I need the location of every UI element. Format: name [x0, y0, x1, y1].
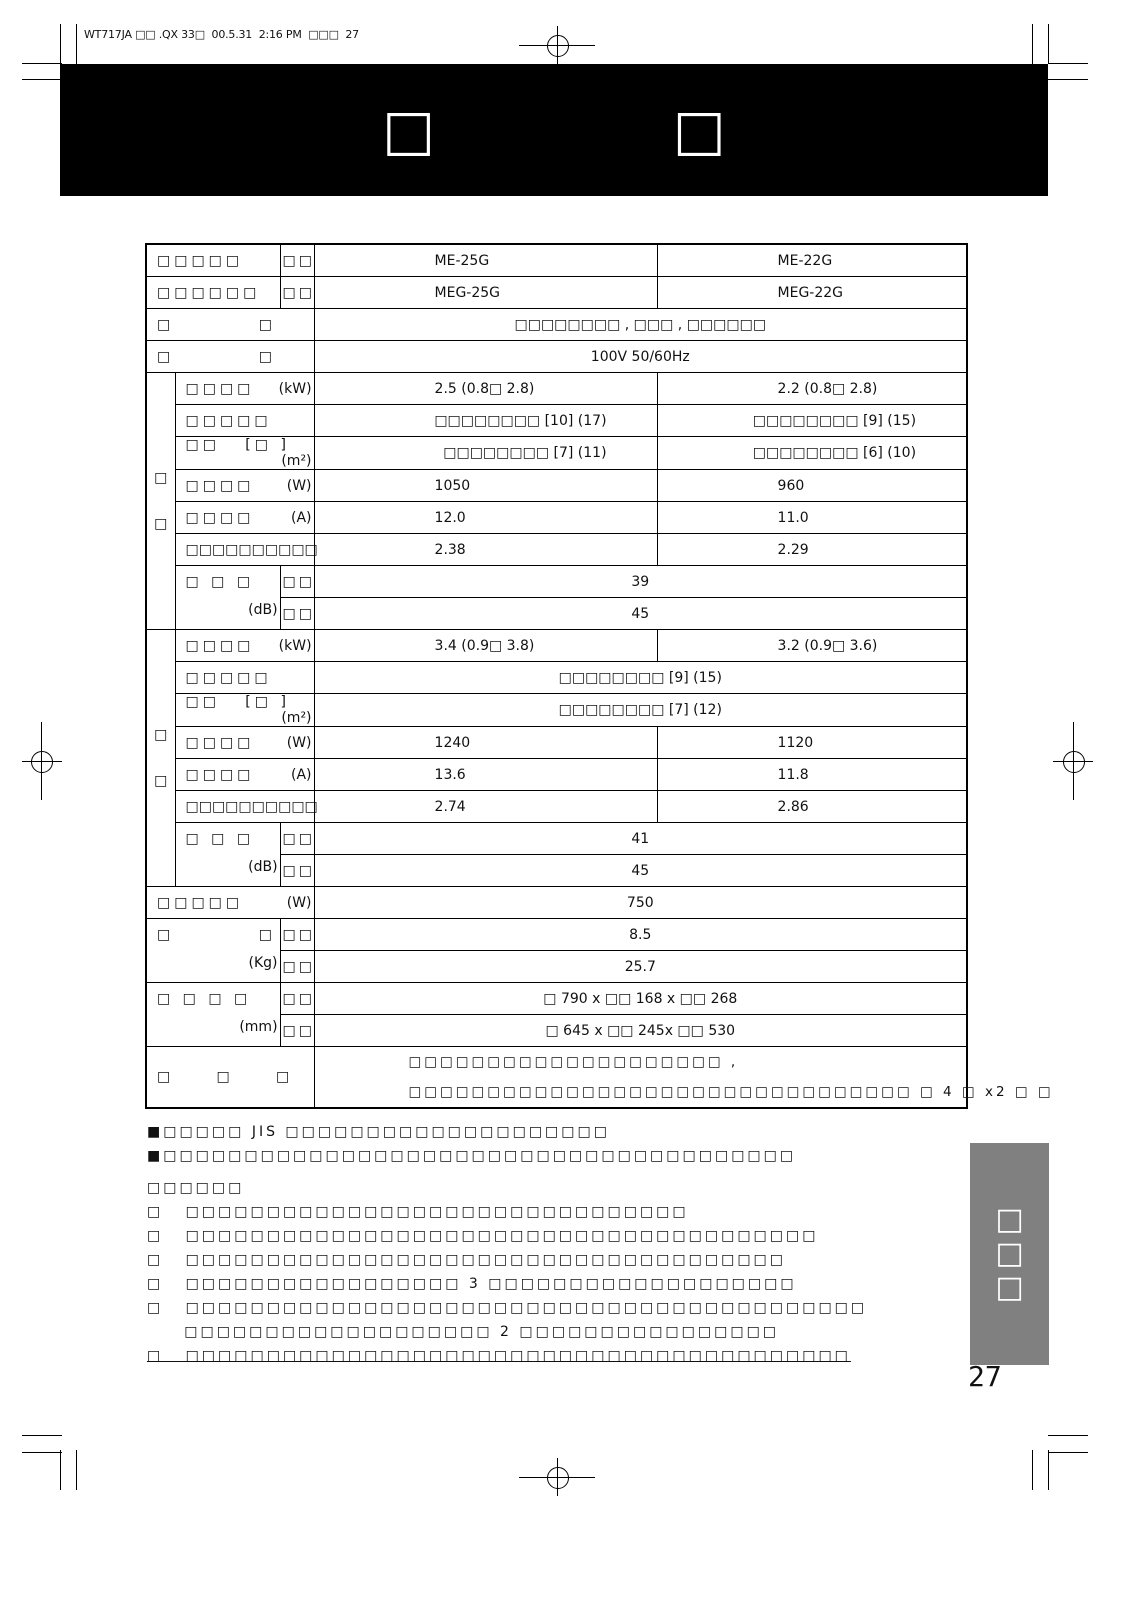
cell-text: □□□□□□□□□□□□□□□□□□□□ , — [408, 1054, 739, 1070]
table-cell: □□ — [280, 598, 314, 630]
cell-text: □□□□ — [185, 509, 255, 526]
table-cell: ME-22G — [657, 244, 967, 277]
cell-text: (A) — [291, 766, 312, 783]
table-cell: 1050 — [314, 470, 657, 502]
table-row — [146, 919, 967, 951]
table-cell: MEG-22G — [657, 277, 967, 309]
cell-text: □□ [□ ] — [185, 694, 290, 710]
cell-text: (Kg) — [248, 955, 278, 971]
table-cell: □□ — [280, 855, 314, 887]
table-cell: ME-25G — [314, 244, 657, 277]
table-cell: □□□□□□□□ [10] (17) — [314, 405, 657, 437]
table-cell: □ □ — [146, 309, 314, 341]
table-cell: □□ — [280, 919, 314, 951]
table-cell: □ 645 x □□ 245x □□ 530 — [314, 1015, 967, 1047]
cell-text: □ □ — [157, 927, 276, 943]
table-cell — [175, 502, 314, 534]
table-cell: □□□□□□□□ , □□□ , □□□□□□ — [314, 309, 967, 341]
page-title: □ □ — [382, 97, 836, 163]
table-row — [146, 887, 967, 919]
cell-text: (W) — [286, 477, 312, 494]
table-cell: □□□□□□□□ [7] (12) — [314, 694, 967, 727]
page-number: 27 — [968, 1360, 1002, 1393]
table-cell: □□ — [280, 983, 314, 1015]
table-cell: 1120 — [657, 727, 967, 759]
spec-table — [145, 243, 1054, 1109]
cell-text: □□ [□ ] — [185, 437, 290, 453]
table-cell: 12.0 — [314, 502, 657, 534]
table-cell — [175, 727, 314, 759]
table-cell: □□□□□□□□ [9] (15) — [657, 405, 967, 437]
note-item: □ □□□□□□□□□□□□□□□□□□□□□□□□□□□□□□□□□□□□□□□□□ — [147, 1348, 851, 1364]
cell-text: (kW) — [278, 380, 312, 397]
table-cell: 45 — [314, 855, 967, 887]
table-cell: 2.2 (0.8□ 2.8) — [657, 373, 967, 405]
table-cell — [175, 437, 314, 470]
table-cell — [175, 759, 314, 791]
table-row — [146, 309, 967, 341]
table-row — [146, 759, 967, 791]
table-cell — [175, 630, 314, 662]
table-cell: 2.5 (0.8□ 2.8) — [314, 373, 657, 405]
cell-text: (dB) — [248, 859, 278, 875]
note-bullet-1: ■□□□□□ JIS □□□□□□□□□□□□□□□□□□□□ — [147, 1124, 610, 1140]
cell-text: □□□□□□□□□□□□□□□□□□□□□□□□□□□□□□□□ □ 4 □ x2 □ □ — [408, 1084, 1054, 1100]
table-cell — [175, 470, 314, 502]
table-row — [146, 534, 967, 566]
table-cell: 11.0 — [657, 502, 967, 534]
table-cell — [175, 566, 280, 630]
cell-text: (W) — [286, 734, 312, 751]
table-row — [146, 244, 967, 277]
cell-text: □□□□□ — [185, 412, 272, 429]
table-cell: 750 — [314, 887, 967, 919]
table-row — [146, 341, 967, 373]
table-row — [146, 566, 967, 598]
table-cell: 960 — [657, 470, 967, 502]
table-cell — [175, 373, 314, 405]
table-row — [146, 1047, 967, 1109]
table-row — [146, 437, 967, 470]
cell-text: (A) — [291, 509, 312, 526]
table-cell — [175, 823, 280, 887]
cell-text: □ □ □ — [185, 831, 255, 847]
table-cell: 2.38 — [314, 534, 657, 566]
table-cell: MEG-25G — [314, 277, 657, 309]
table-cell — [146, 983, 280, 1047]
cell-text: □□□□ — [185, 734, 255, 751]
table-cell — [175, 662, 314, 694]
section-side-tab: □ □ □ — [970, 1143, 1049, 1365]
page-title-banner — [60, 64, 1048, 196]
table-cell: 1240 — [314, 727, 657, 759]
table-cell: □□ — [280, 823, 314, 855]
table-row — [146, 727, 967, 759]
table-cell: 13.6 — [314, 759, 657, 791]
table-cell: 8.5 — [314, 919, 967, 951]
table-cell: 41 — [314, 823, 967, 855]
note-bullet-2: ■□□□□□□□□□□□□□□□□□□□□□□□□□□□□□□□□□□□□□□□ — [147, 1148, 797, 1164]
table-row — [146, 277, 967, 309]
cell-text: □ □ □ □ — [157, 991, 252, 1007]
table-cell: □□□□□□□□ [7] (11) — [314, 437, 657, 470]
cell-text: (W) — [286, 894, 312, 911]
table-row — [146, 791, 967, 823]
table-cell — [314, 1047, 1054, 1109]
cell-text: (m²) — [281, 710, 312, 726]
table-cell — [175, 694, 314, 727]
table-cell — [175, 791, 318, 823]
cell-text: (m²) — [281, 453, 312, 469]
table-cell: □□ — [280, 951, 314, 983]
table-cell: 45 — [314, 598, 967, 630]
table-row — [146, 823, 967, 855]
table-cell: 11.8 — [657, 759, 967, 791]
table-row — [146, 694, 967, 727]
notes-heading: □□□□□□ — [147, 1180, 245, 1196]
table-cell: 3.4 (0.9□ 3.8) — [314, 630, 657, 662]
table-row — [146, 630, 967, 662]
cell-text: □□□□ — [185, 380, 255, 397]
table-row — [146, 470, 967, 502]
table-cell: □ □ □ — [146, 1047, 314, 1109]
table-cell: 39 — [314, 566, 967, 598]
cell-text: □□□□□ — [157, 894, 244, 911]
note-item: □□□□□□□□□□□□□□□□□□□ 2 □□□□□□□□□□□□□□□□ — [147, 1324, 780, 1340]
cell-text: (dB) — [248, 602, 278, 618]
cell-text: □□□□ — [185, 766, 255, 783]
note-item: □ □□□□□□□□□□□□□□□□□ 3 □□□□□□□□□□□□□□□□□□□ — [147, 1276, 797, 1292]
cell-text: (mm) — [239, 1019, 278, 1035]
table-cell: □ 790 x □□ 168 x □□ 268 — [314, 983, 967, 1015]
cell-text: □□□□□□□□□□ — [185, 798, 318, 815]
table-row — [146, 662, 967, 694]
table-row — [146, 373, 967, 405]
print-slug: WT717JA □□ .QX 33□ 00.5.31 2:16 PM □□□ 27 — [84, 28, 359, 41]
table-cell: 25.7 — [314, 951, 967, 983]
cell-text: □ □ □ — [185, 574, 255, 590]
cell-text: □□□□ — [185, 477, 255, 494]
table-cell: □□ — [280, 277, 314, 309]
heating-side-label: □ □ — [146, 630, 175, 887]
note-item: □ □□□□□□□□□□□□□□□□□□□□□□□□□□□□□□□ — [147, 1204, 689, 1220]
table-cell — [146, 887, 314, 919]
note-item: □ □□□□□□□□□□□□□□□□□□□□□□□□□□□□□□□□□□□□□□□□□□ — [147, 1300, 868, 1316]
table-cell: □□ — [280, 566, 314, 598]
table-cell: □□ — [280, 1015, 314, 1047]
table-cell: 3.2 (0.9□ 3.6) — [657, 630, 967, 662]
cooling-side-label: □ □ — [146, 373, 175, 630]
table-cell: 2.74 — [314, 791, 657, 823]
table-cell: □□□□□□□□ [6] (10) — [657, 437, 967, 470]
cell-text: □□□□□ — [185, 669, 272, 686]
table-row — [146, 983, 967, 1015]
table-cell: □□□□□□ — [146, 277, 280, 309]
table-cell: □□□□□□□□ [9] (15) — [314, 662, 967, 694]
table-row — [146, 405, 967, 437]
table-cell — [175, 534, 318, 566]
cell-text: □□□□ — [185, 637, 255, 654]
table-row — [146, 502, 967, 534]
table-cell: □□□□□ — [146, 244, 280, 277]
table-cell — [146, 919, 280, 983]
note-item: □ □□□□□□□□□□□□□□□□□□□□□□□□□□□□□□□□□□□□□ — [147, 1252, 786, 1268]
cell-text: (kW) — [278, 637, 312, 654]
table-cell: 2.29 — [657, 534, 967, 566]
table-cell: □□ — [280, 244, 314, 277]
table-cell — [175, 405, 314, 437]
table-cell: □ □ — [146, 341, 314, 373]
note-item: □ □□□□□□□□□□□□□□□□□□□□□□□□□□□□□□□□□□□□□□□ — [147, 1228, 819, 1244]
cell-text: □□□□□□□□□□ — [185, 541, 318, 558]
table-cell: 2.86 — [657, 791, 967, 823]
table-cell: 100V 50/60Hz — [314, 341, 967, 373]
